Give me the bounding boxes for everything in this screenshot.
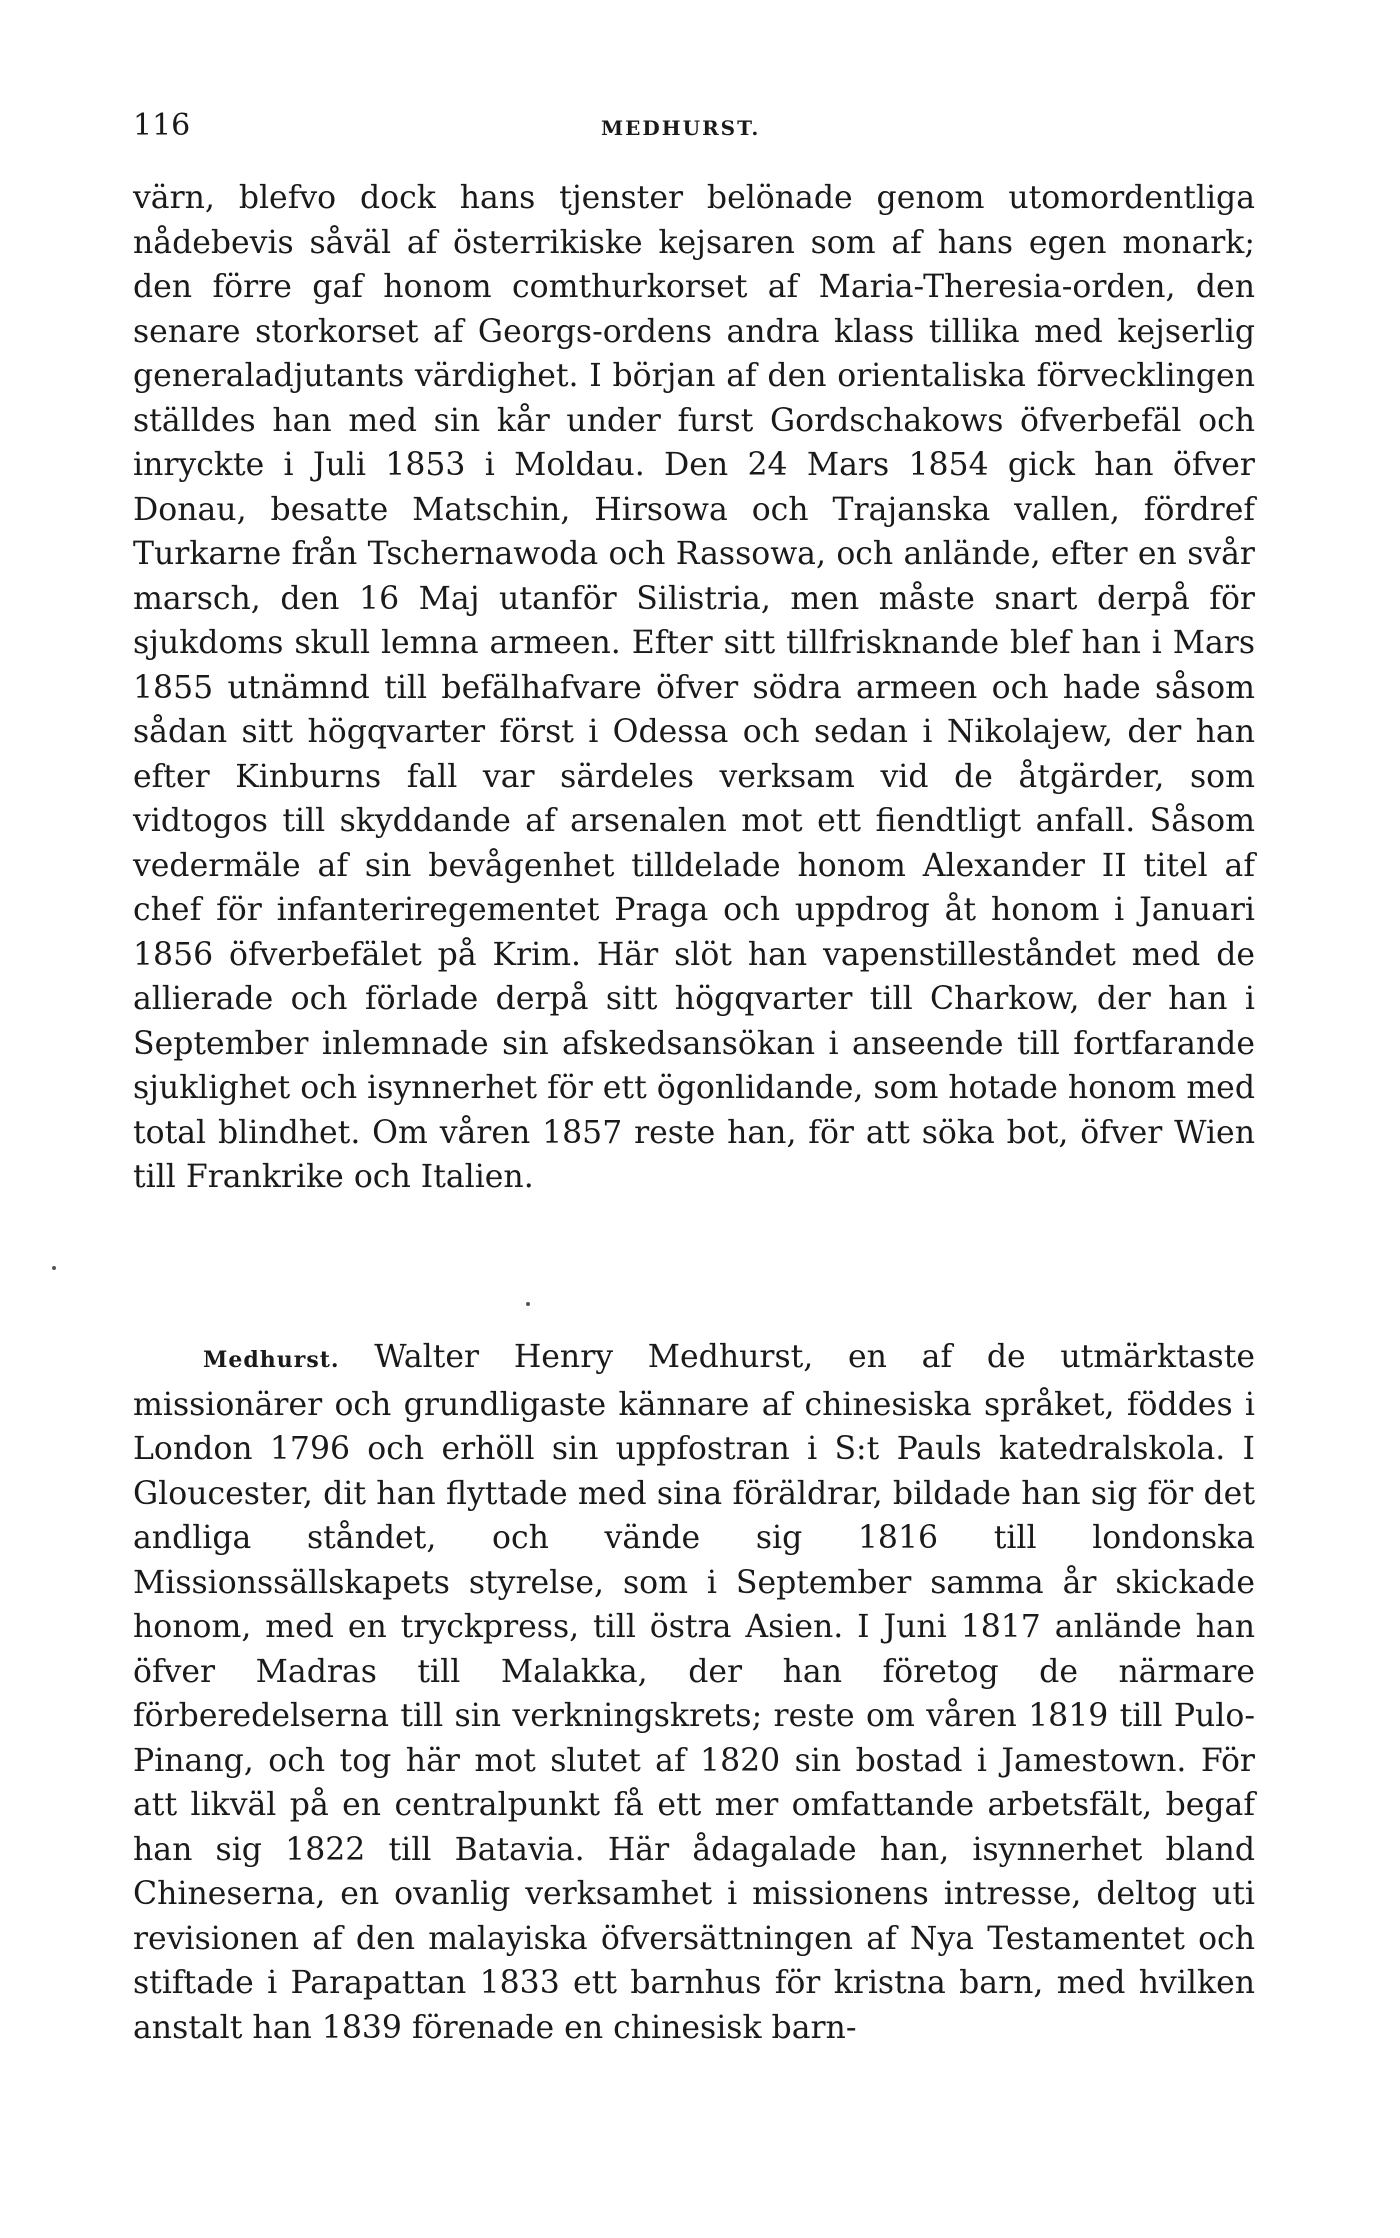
entry-body: Walter Henry Medhurst, en af de utmärktaste missionärer och grundligaste kännare af chinesiska språket, föddes i London 1796 och erhöll sin uppfostran i S:t Pauls katedralskola. I Gloucester, dit han flyttade med sina föräldrar, bildade han sig för det andliga ståndet, och vände sig 1816 till londonska Missionssällskapets styrelse, som i September samma år skickade honom, med en tryckpress, till östra Asien. I Juni 1817 anlände han öfver Madras till Malakka, der han företog de närmare förberedelserna till sin verkningskrets; reste om våren 1819 till Pulo-Pinang, och tog här mot slutet af 1820 sin bostad i Jamestown. För att likväl på en centralpunkt få ett mer omfattande arbetsfält, begaf han sig 1822 till Batavia. Här ådagalade han, isynnerhet bland Chineserna, en ovanlig verksamhet i missionens intresse, deltog uti revisionen af den malayiska öfversättningen af Nya Testamentet och stiftade i Parapattan 1833 ett barnhus för kristna barn, med hvilken anstalt han 1839 förenade en chinesisk barn- — [133, 1339, 1255, 2046]
stray-ink-dot — [526, 1302, 530, 1306]
entry-heading: Medhurst. — [203, 1347, 340, 1373]
stray-ink-dot — [52, 1266, 56, 1270]
page-number: 116 — [133, 108, 191, 143]
medhurst-entry-paragraph — [133, 1335, 1255, 2050]
running-title: MEDHURST. — [601, 116, 761, 140]
running-header — [133, 106, 1255, 146]
continuation-paragraph: värn, blefvo dock hans tjenster belönade genom utomordentliga nådebevis såväl af österrikiske kejsaren som af hans egen monark; den förre gaf honom comthurkorset af Maria-Theresia-orden, den senare storkorset af Georgs-ordens andra klass tillika med kejserlig generaladjutants värdighet. I början af den orientaliska förvecklingen ställdes han med sin kår under furst Gordschakows öfverbefäl och inryckte i Juli 1853 i Moldau. Den 24 Mars 1854 gick han öfver Donau, besatte Matschin, Hirsowa och Trajanska vallen, fördref Turkarne från Tschernawoda och Rassowa, och anlände, efter en svår marsch, den 16 Maj utanför Silistria, men måste snart derpå för sjukdoms skull lemna armeen. Efter sitt tillfrisknande blef han i Mars 1855 utnämnd till befälhafvare öfver södra armeen och hade såsom sådan sitt högqvarter först i Odessa och sedan i Nikolajew, der han efter Kinburns fall var särdeles verksam vid de åtgärder, som vidtogos till skyddande af arsenalen mot ett fiendtligt anfall. Såsom vedermäle af sin bevågenhet tilldelade honom Alexander II titel af chef för infanteriregementet Praga och uppdrog åt honom i Januari 1856 öfverbefälet på Krim. Här slöt han vapenstilleståndet med de allierade och förlade derpå sitt högqvarter till Charkow, der han i September inlemnade sin afskedsansökan i anseende till fortfarande sjuklighet och isynnerhet för ett ögonlidande, som hotade honom med total blindhet. Om våren 1857 reste han, för att söka bot, öfver Wien till Frankrike och Italien. — [133, 180, 1255, 1195]
